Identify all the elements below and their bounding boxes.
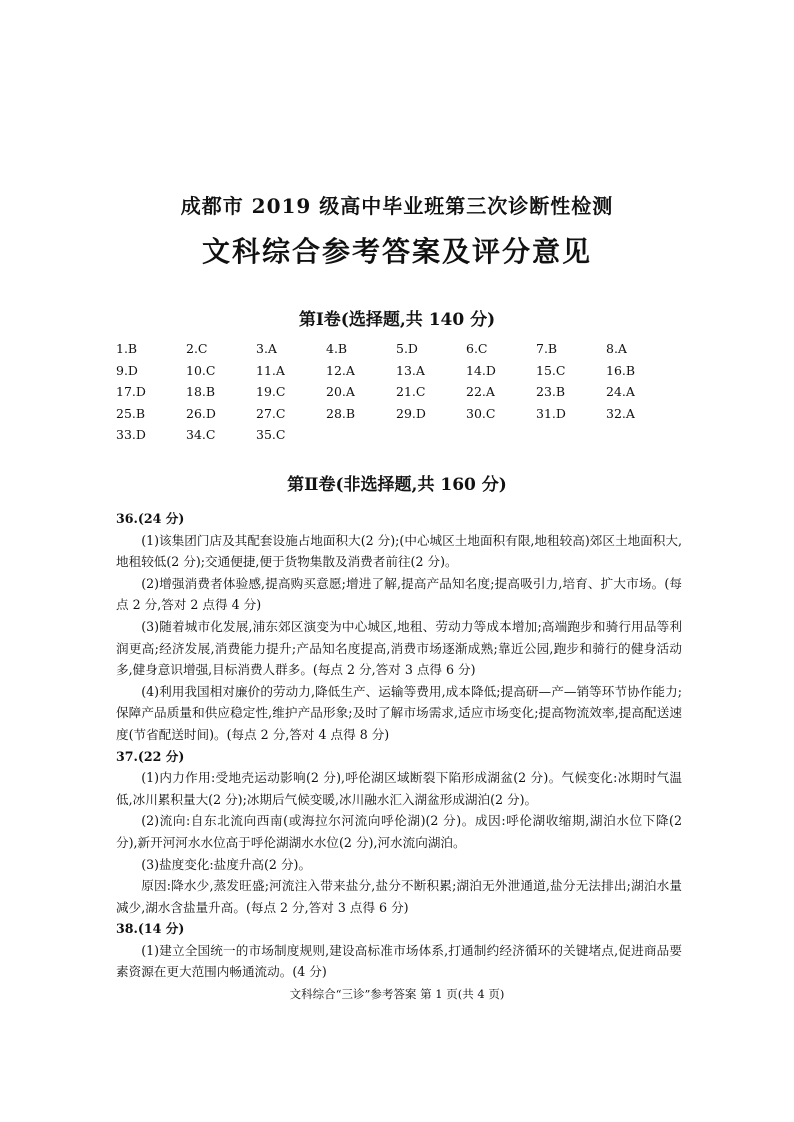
answer-item: 21.C — [396, 384, 426, 400]
question-36-heading: 36.(24 分) — [116, 511, 185, 526]
answer-body — [116, 508, 682, 983]
answer-item: 22.A — [466, 384, 495, 400]
q38-part-1: (1)建立全国统一的市场制度规则,建设高标准市场体系,打通制约经济循环的关键堵点,促进商品要素资源在更大范围内畅通流动。(4 分) — [116, 942, 682, 980]
title-line-1: 成都市 2019 级高中毕业班第三次诊断性检测 — [180, 194, 614, 218]
q37-part-2: (2)流向:自东北流向西南(或海拉尔河流向呼伦湖)(2 分)。成因:呼伦湖收缩期,湖泊水位下降(2 分),新开河河水水位高于呼伦湖湖水水位(2 分),河水流向湖泊。 — [116, 813, 682, 850]
answer-item: 17.D — [116, 384, 146, 400]
answer-item: 18.B — [186, 384, 216, 400]
answer-item: 16.B — [606, 362, 636, 378]
answer-item: 24.A — [606, 384, 635, 400]
title-line-2: 文科综合参考答案及评分意见 — [201, 235, 592, 268]
answer-item: 5.D — [396, 341, 418, 356]
q37-part-3: (3)盐度变化:盐度升高(2 分)。 — [141, 856, 312, 872]
answer-row — [116, 384, 696, 406]
answer-item: 35.C — [256, 427, 286, 443]
q36-part-3: (3)随着城市化发展,浦东郊区演变为中心城区,地租、劳动力等成本增加;高端跑步和骑行用品等利润更高;经济发展,消费能力提升;产品知名度提高,消费市场逐渐成熟;靠近公园,跑步和骑行的健身活动多,健身意识增强,目标消费人群多。(每点 2 分,答对 3 点得 6 分) — [116, 618, 682, 678]
answer-item: 28.B — [326, 405, 356, 421]
answer-row — [116, 427, 696, 449]
answer-item: 29.D — [396, 405, 426, 421]
answer-item: 13.A — [396, 362, 425, 378]
answer-item: 11.A — [256, 362, 285, 378]
q36-part-4: (4)利用我国相对廉价的劳动力,降低生产、运输等费用,成本降低;提高研—产—销等环节协作能力;保障产品质量和供应稳定性,维护产品形象;及时了解市场需求,适应市场变化;提高物流效率,提高配送速度(节省配送时间)。(每点 2 分,答对 4 点得 8 分) — [116, 683, 682, 742]
answer-item: 19.C — [256, 384, 286, 400]
answer-item: 8.A — [606, 341, 627, 356]
answer-grid — [116, 341, 696, 449]
answer-item: 12.A — [326, 362, 355, 378]
q37-part-1: (1)内力作用:受地壳运动影响(2 分),呼伦湖区域断裂下陷形成湖盆(2 分)。气候变化:冰期时气温低,冰川累积量大(2 分);冰期后气候变暖,冰川融水汇入湖盆形成湖泊(2 分)。 — [116, 770, 682, 807]
answer-item: 32.A — [606, 405, 635, 421]
answer-item: 26.D — [186, 405, 216, 421]
page-footer: 文科综合“三诊”参考答案 第 1 页(共 4 页) — [289, 987, 505, 1001]
answer-item: 34.C — [186, 427, 216, 443]
answer-row — [116, 363, 696, 385]
answer-row — [116, 406, 696, 428]
answer-item: 10.C — [186, 362, 216, 378]
answer-item: 15.C — [536, 362, 566, 378]
answer-item: 4.B — [326, 341, 348, 356]
question-38-heading: 38.(14 分) — [116, 921, 185, 937]
answer-item: 27.C — [256, 405, 286, 421]
question-37-heading: 37.(22 分) — [116, 748, 185, 764]
answer-item: 7.B — [536, 341, 558, 356]
answer-item: 9.D — [116, 362, 138, 378]
answer-item: 3.A — [256, 341, 277, 356]
answer-item: 31.D — [536, 405, 566, 421]
answer-item: 14.D — [466, 362, 496, 378]
answer-item: 2.C — [186, 341, 208, 356]
q36-part-2: (2)增强消费者体验感,提高购买意愿;增进了解,提高产品知名度;提高吸引力,培育、扩大市场。(每点 2 分,答对 2 点得 4 分) — [116, 575, 682, 613]
answer-item: 25.B — [116, 405, 146, 421]
answer-item: 20.A — [326, 384, 355, 400]
q37-part-3-reason: 原因:降水少,蒸发旺盛;河流注入带来盐分,盐分不断积累;湖泊无外泄通道,盐分无法排出;湖泊水量减少,湖水含盐量升高。(每点 2 分,答对 3 点得 6 分) — [116, 878, 682, 915]
answer-item: 23.B — [536, 384, 566, 400]
q36-part-1: (1)该集团门店及其配套设施占地面积大(2 分);(中心城区土地面积有限,地租较高)郊区土地面积大,地租较低(2 分);交通便捷,便于货物集散及消费者前往(2 分)。 — [116, 532, 682, 570]
answer-item: 1.B — [116, 341, 138, 356]
answer-row — [116, 341, 696, 363]
section-1-heading: 第Ⅰ卷(选择题,共 140 分) — [298, 310, 496, 330]
answer-item: 30.C — [466, 405, 496, 421]
section-2-heading: 第Ⅱ卷(非选择题,共 160 分) — [287, 475, 507, 495]
answer-item: 33.D — [116, 427, 146, 443]
answer-item: 6.C — [466, 341, 488, 356]
